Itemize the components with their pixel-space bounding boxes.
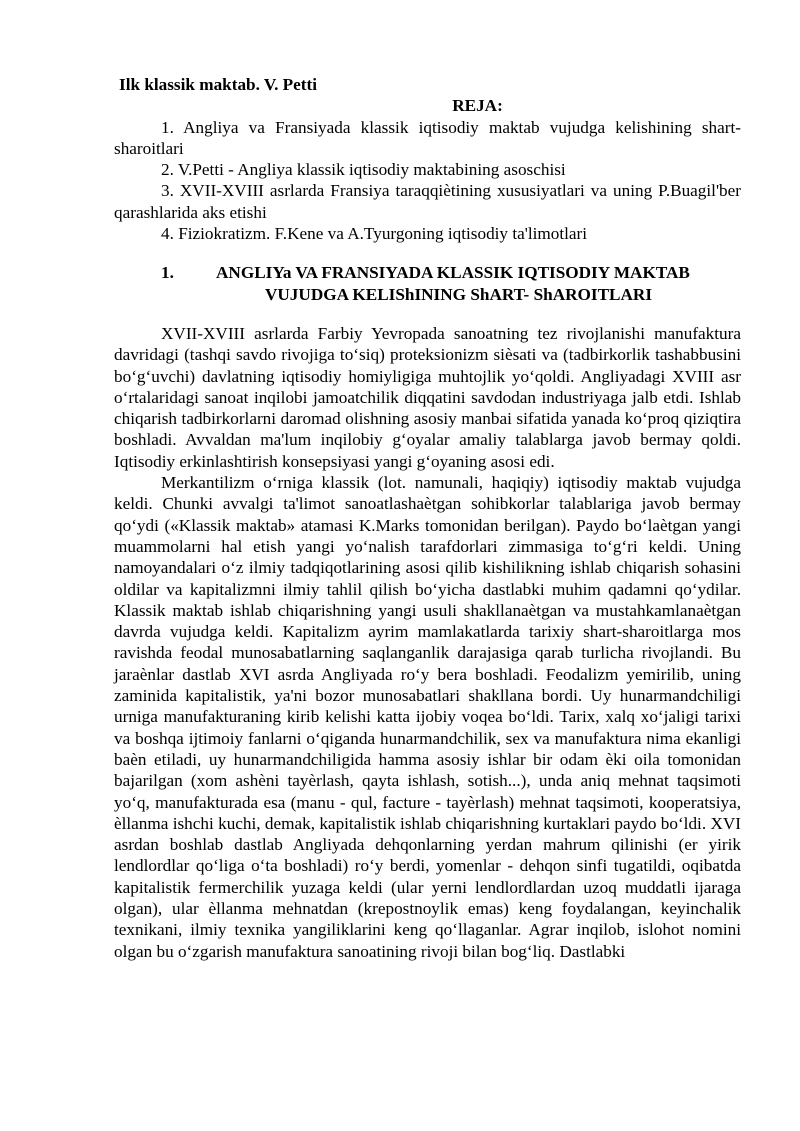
section-title-line: VUJUDGA KELIShINING ShART- ShAROITLARI xyxy=(264,284,653,304)
plan-item: 3. XVII-XVIII asrlarda Fransiya taraqqiètining xususiyatlari va uning P.Buagil'ber qarashlarida aks etishi xyxy=(114,181,741,222)
body-paragraph: Merkantilizm o‘rniga klassik (lot. namunali, haqiqiy) iqtisodiy maktab vujudga keldi. Chunki avvalgi ta'limot sanoatlashaètgan sohibkorlar talablariga javob bermay qo‘ydi («Klassik maktab» atamasi K.Marks tomonidan berilgan). Paydo bo‘laètgan yangi muammolarni hal etish yangi yo‘nalish tarafdorlari zimmasiga to‘g‘ri keldi. Uning namoyandalari o‘z ilmiy tadqiqotlarining asosi qilib kishilikning ishlab chiqarish sohasini oldilar va kapitalizmni ilmiy tahlil qilish bo‘yicha dastlabki muhim qadamni qo‘ydilar. Klassik maktab ishlab chiqarishning yangi usuli shakllanaètgan va mustahkamlanaètgan davrda vujudga keldi. Kapitalizm ayrim mamlakatlarda tarixiy shart-sharoitlarga mos ravishda feodal munosabatlarning saqlanganlik darajasiga qarab turlicha rivojlandi. Bu jaraènlar dastlab XVI asrda Angliyada ro‘y bera boshladi. Feodalizm yemirilib, uning zaminida kapitalistik, ya'ni bozor munosabatlari shakllana bordi. Uy hunarmandchiligi urniga manufakturaning kirib kelishi katta ijobiy voqea bo‘ldi. Tarix, xalq xo‘jaligi tarixi va boshqa ijtimoiy fanlarni o‘qiganda hunarmandchilik, sex va manufaktura nima ekanligi baèn etiladi, uy hunarmandchiligida hamma asosiy ishlar bir odam èki oila tomonidan bajarilgan (xom ashèni tayèrlash, qayta ishlash, sotish...), unda aniq mehnat taqsimoti yo‘q, manufakturada esa (manu - qul, facture - tayèrlash) mehnat taqsimoti, kooperatsiya, èllanma ishchi kuchi, demak, kapitalistik ishlab chiqarishning kurtaklari paydo bo‘ldi. XVI asrdan boshlab dastlab Angliyada dehqonlarning yerdan mahrum qilinishi (er yirik lendlordlar qo‘liga o‘ta boshladi) ro‘y berdi, yomenlar - dehqon sinfi tugatildi, oqibatda kapitalistik fermerchilik yuzaga keldi (ular yerni lendlordlardan uzoq muddatli ijaraga olgan), ular èllanma mehnatdan (krepostnoylik emas) keng foydalangan, keyinchalik texnikani, ilmiy texnika yangiliklarini keng qo‘llaganlar. Agrar inqilob, islohot nomini olgan bu o‘zgarish manufaktura sanoatining rivoji bilan bog‘liq. Dastlabki xyxy=(114,473,741,961)
plan-heading: REJA: xyxy=(452,96,503,116)
section-number: 1. xyxy=(161,263,174,283)
plan-item: 2. V.Petti - Angliya klassik iqtisodiy maktabining asoschisi xyxy=(161,160,566,180)
document-title: Ilk klassik maktab. V. Petti xyxy=(119,75,318,94)
section-title xyxy=(216,262,741,305)
section-body xyxy=(114,323,741,962)
section-title-line: ANGLIYa VA FRANSIYADA KLASSIK IQTISODIY MAKTAB xyxy=(216,263,690,283)
plan-item: 4. Fiziokratizm. F.Kene va A.Tyurgoning iqtisodiy ta'limotlari xyxy=(161,224,588,244)
plan-list xyxy=(114,117,741,245)
body-paragraph: XVII-XVIII asrlarda Farbiy Yevropada sanoatning tez rivojlanishi manufaktura davridagi (tashqi savdo rivojiga to‘siq) proteksionizm sièsati va (tadbirkorlik tashabbusini bo‘g‘uvchi) davlatning iqtisodiy homiyligiga muhtojlik yo‘qoldi. Angliyadagi XVIII asr o‘rtalaridagi sanoat inqilobi jamoatchilik diqqatini savdodan industriyaga jalb etdi. Ishlab chiqarish tadbirkorlarni daromad olishning asosiy manbai sifatida yanada ko‘proq qiziqtira boshladi. Avvaldan ma'lum inqilobiy g‘oyalar amaliy talablarga javob bermay qoldi. Iqtisodiy erkinlashtirish konsepsiyasi yangi g‘oyaning asosi edi. xyxy=(114,323,741,471)
plan-item: 1. Angliya va Fransiyada klassik iqtisodiy maktab vujudga kelishining shart-sharoitlari xyxy=(114,117,741,158)
document-page xyxy=(114,74,741,962)
section-heading xyxy=(114,262,741,305)
